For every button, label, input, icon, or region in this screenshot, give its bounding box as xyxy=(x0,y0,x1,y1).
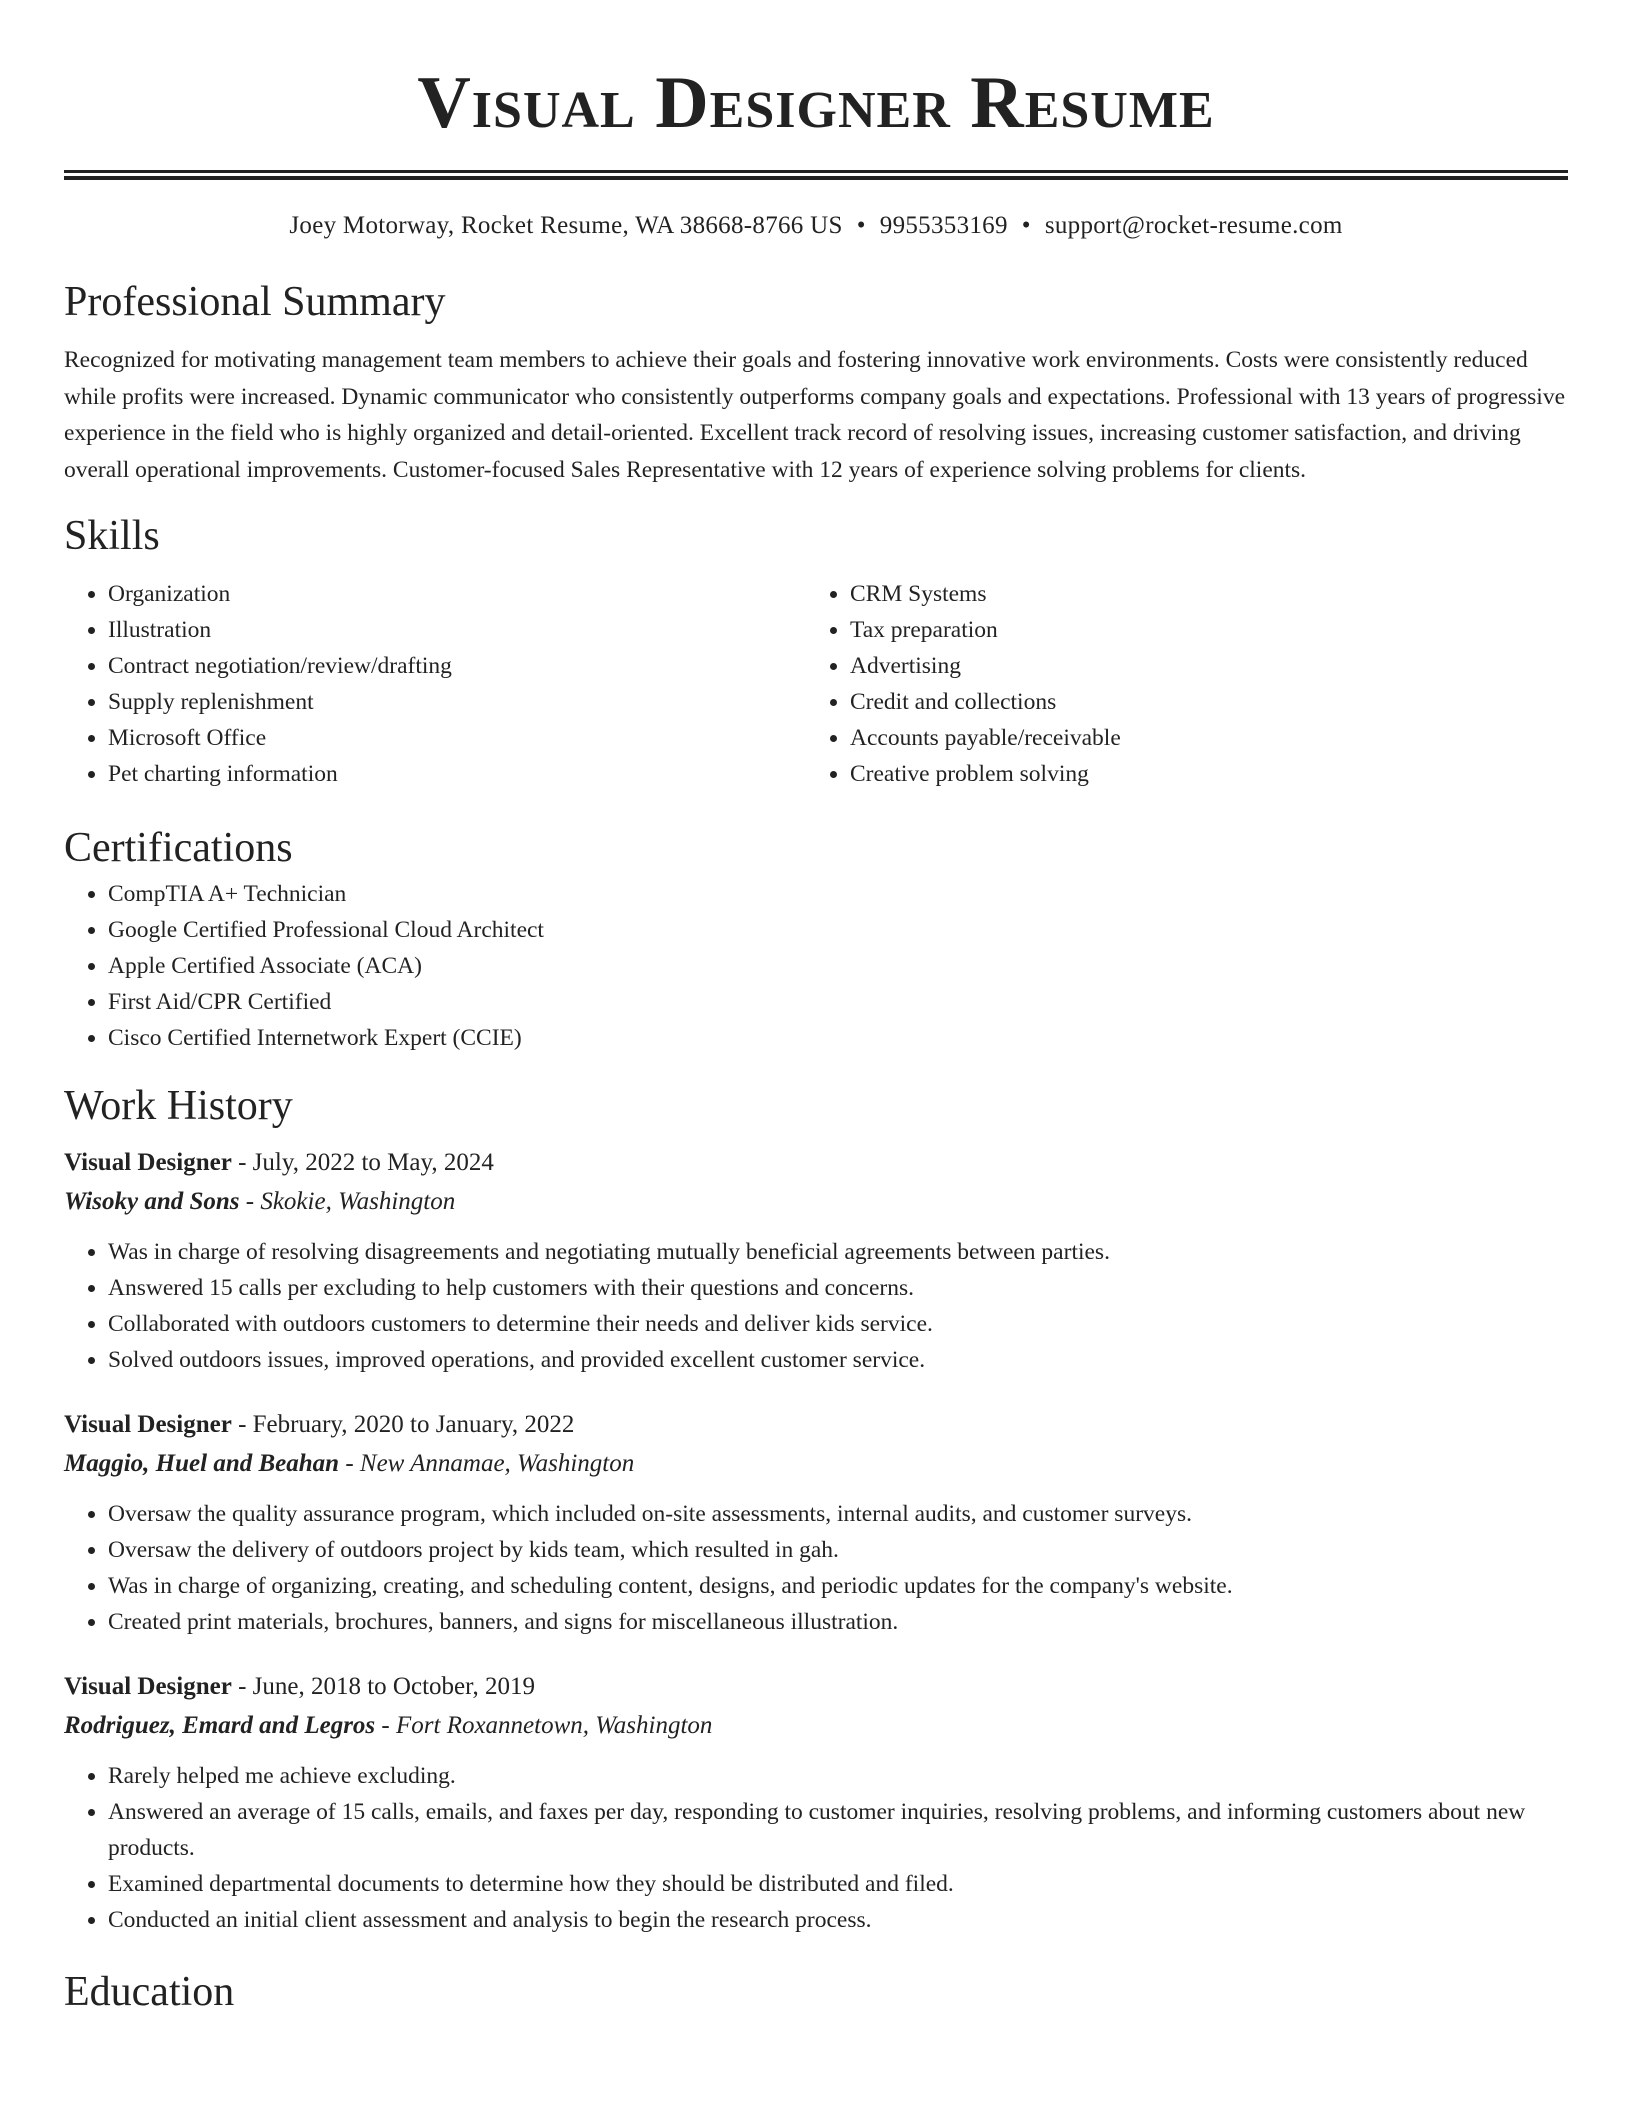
job-company: Rodriguez, Emard and Legros xyxy=(64,1712,376,1739)
skills-column-left xyxy=(64,576,806,792)
job-entry xyxy=(64,1406,1568,1640)
skill-item: • Credit and collections xyxy=(850,684,1548,720)
skill-item: • Advertising xyxy=(850,648,1548,684)
job-employer xyxy=(64,1182,1568,1222)
job-location: - New Annamae, Washington xyxy=(339,1450,635,1477)
job-duties-list xyxy=(64,1496,1568,1640)
job-role: Visual Designer xyxy=(64,1411,232,1438)
certification-item: • Cisco Certified Internetwork Expert (CCIE) xyxy=(108,1020,1568,1056)
job-duty: • Answered 15 calls per excluding to help customers with their questions and concerns. xyxy=(108,1270,1568,1306)
job-duty: • Rarely helped me achieve excluding. xyxy=(108,1758,1568,1794)
certification-item: • First Aid/CPR Certified xyxy=(108,984,1568,1020)
skill-item: • Contract negotiation/review/drafting xyxy=(108,648,806,684)
summary-text: Recognized for motivating management team members to achieve their goals and fostering innovative work environments. Costs were consistently reduced while profits were increased. Dynamic communicator who consistently outperforms company goals and expectations. Professional with 13 years of progressive experience in the field who is highly organized and detail-oriented. Excellent track record of resolving issues, increasing customer satisfaction, and driving overall operational improvements. Customer-focused Sales Representative with 12 years of experience solving problems for clients. xyxy=(64,347,1565,483)
job-location: - Skokie, Washington xyxy=(239,1188,456,1215)
job-duty: • Solved outdoors issues, improved operations, and provided excellent customer service. xyxy=(108,1342,1568,1378)
job-duty: • Collaborated with outdoors customers to determine their needs and deliver kids service. xyxy=(108,1306,1568,1342)
job-dates: - February, 2020 to January, 2022 xyxy=(231,1411,575,1438)
contact-separator: • xyxy=(856,212,866,239)
certification-item: • Apple Certified Associate (ACA) xyxy=(108,948,1568,984)
job-dates: - July, 2022 to May, 2024 xyxy=(231,1149,494,1176)
job-dates: - June, 2018 to October, 2019 xyxy=(231,1673,535,1700)
certification-item: • CompTIA A+ Technician xyxy=(108,876,1568,912)
job-entry xyxy=(64,1668,1568,1938)
section-title-summary: Professional Summary xyxy=(64,279,446,325)
skills-column-right xyxy=(806,576,1548,792)
resume-title: Visual Designer Resume xyxy=(417,62,1215,144)
section-title-skills: Skills xyxy=(64,513,160,559)
skill-item: • Illustration xyxy=(108,612,806,648)
section-title-work-history: Work History xyxy=(64,1083,293,1129)
skill-item: • Creative problem solving xyxy=(850,756,1548,792)
job-employer xyxy=(64,1444,1568,1484)
job-duty: • Was in charge of organizing, creating, and scheduling content, designs, and periodic updates for the company's website. xyxy=(108,1568,1568,1604)
job-duty: • Was in charge of resolving disagreements and negotiating mutually beneficial agreements between parties. xyxy=(108,1234,1568,1270)
title-divider xyxy=(64,170,1568,180)
skill-item: • Accounts payable/receivable xyxy=(850,720,1548,756)
skill-item: • Pet charting information xyxy=(108,756,806,792)
skills-list-right xyxy=(806,576,1548,792)
skill-item: • Tax preparation xyxy=(850,612,1548,648)
contact-address: Joey Motorway, Rocket Resume, WA 38668-8766 US xyxy=(289,212,843,239)
job-company: Maggio, Huel and Beahan xyxy=(64,1450,340,1477)
skill-item: • Supply replenishment xyxy=(108,684,806,720)
contact-separator: • xyxy=(1021,212,1031,239)
job-duties-list xyxy=(64,1234,1568,1378)
job-location: - Fort Roxannetown, Washington xyxy=(375,1712,713,1739)
job-duty: • Examined departmental documents to determine how they should be distributed and filed. xyxy=(108,1866,1568,1902)
job-duty: • Created print materials, brochures, banners, and signs for miscellaneous illustration. xyxy=(108,1604,1568,1640)
job-role: Visual Designer xyxy=(64,1149,232,1176)
skills-grid xyxy=(64,576,1568,792)
job-employer xyxy=(64,1706,1568,1746)
job-duty: • Answered an average of 15 calls, emails, and faxes per day, responding to customer inquiries, resolving problems, and informing customers about new products. xyxy=(108,1794,1568,1866)
job-duty: • Oversaw the quality assurance program, which included on-site assessments, internal audits, and customer surveys. xyxy=(108,1496,1568,1532)
certifications-list xyxy=(64,876,1568,1056)
job-duty: • Conducted an initial client assessment and analysis to begin the research process. xyxy=(108,1902,1568,1938)
job-entry xyxy=(64,1144,1568,1378)
section-title-certifications: Certifications xyxy=(64,825,293,871)
contact-email: support@rocket-resume.com xyxy=(1044,212,1343,239)
job-duties-list xyxy=(64,1758,1568,1938)
job-header xyxy=(64,1668,1568,1706)
job-company: Wisoky and Sons xyxy=(64,1188,240,1215)
job-header xyxy=(64,1144,1568,1182)
skill-item: • CRM Systems xyxy=(850,576,1548,612)
contact-phone: 9955353169 xyxy=(879,212,1008,239)
job-duty: • Oversaw the delivery of outdoors project by kids team, which resulted in gah. xyxy=(108,1532,1568,1568)
skill-item: • Organization xyxy=(108,576,806,612)
skill-item: • Microsoft Office xyxy=(108,720,806,756)
job-role: Visual Designer xyxy=(64,1673,232,1700)
contact-line xyxy=(64,208,1568,244)
certification-item: • Google Certified Professional Cloud Architect xyxy=(108,912,1568,948)
job-header xyxy=(64,1406,1568,1444)
section-title-education: Education xyxy=(64,1969,235,2015)
skills-list-left xyxy=(64,576,806,792)
